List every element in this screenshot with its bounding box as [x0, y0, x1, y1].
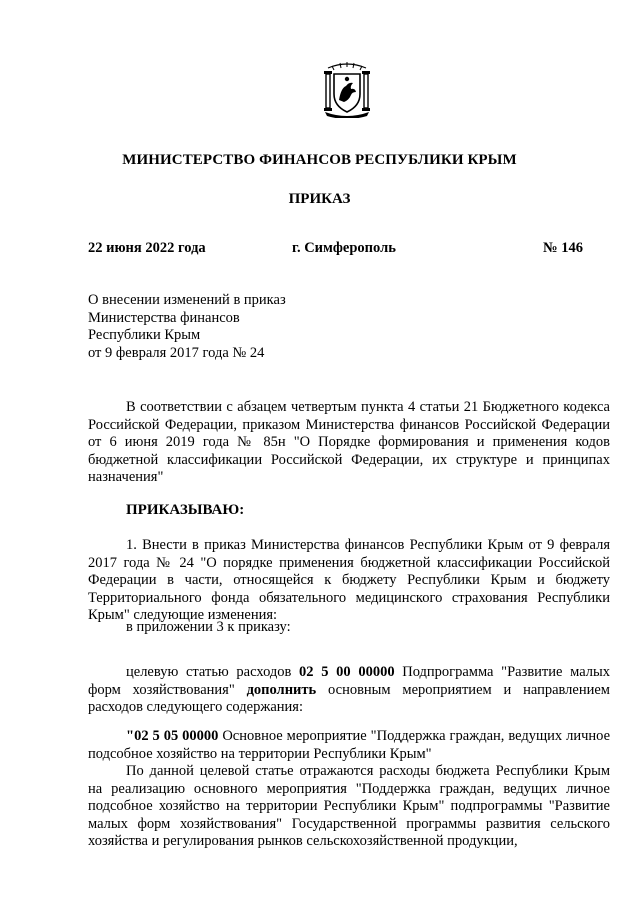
appendix-reference: в приложении 3 к приказу: [126, 619, 291, 635]
document-city: г. Симферополь [292, 240, 396, 256]
new-article-paragraph [88, 728, 610, 763]
crimea-coat-of-arms-icon [322, 62, 372, 118]
quote-mark: " [126, 728, 135, 744]
description-paragraph: По данной целевой статье отражаются расходы бюджета Республики Крым на реализацию основного мероприятия "Поддержка граждан, ведущих личное подсобное хозяйство на территории Республики Крым" подпрограммы "Развитие малых форм хозяйствования" Государственной программы развития сельского хозяйства и регулирования рынков сельскохозяйственной продукции, [88, 763, 610, 849]
subject-line: Республики Крым [88, 327, 201, 343]
document-type: ПРИКАЗ [288, 191, 351, 207]
amendment-paragraph [88, 664, 610, 717]
subject-line: от 9 февраля 2017 года № 24 [88, 344, 265, 361]
new-article-text: Основное мероприятие "Поддержка граждан, ведущих личное подсобное хозяйство на территории Республики Крым" [88, 728, 611, 762]
decree-heading: ПРИКАЗЫВАЮ: [126, 502, 245, 518]
preamble-paragraph: В соответствии с абзацем четвертым пункта 4 статьи 21 Бюджетного кодекса Российской Федерации, приказом Министерства финансов Российской Федерации от 6 июня 2019 года № 85н "О Порядке формирования и применения кодов бюджетной классификации Российской Федерации, их структуре и принципах назначения" [88, 399, 610, 485]
budget-code: 02 5 00 00000 [299, 664, 395, 680]
amendment-verb: дополнить [246, 681, 317, 698]
item-1-paragraph: 1. Внести в приказ Министерства финансов Республики Крым от 9 февраля 2017 года № 24 "О порядке применения бюджетной классификации Российской Федерации в части, относящейся к бюджету Республики Крым и бюджету Территориального фонда обязательного медицинского страхования Республики Крым" следующие изменения: [88, 537, 610, 623]
budget-code: 02 5 05 00000 [134, 728, 219, 744]
amendment-text: Подпрограмма "Развитие малых форм хозяйствования" [88, 664, 610, 698]
document-subject [88, 292, 388, 362]
subject-line: О внесении изменений в приказ [88, 292, 286, 308]
document-number: № 146 [543, 240, 583, 256]
subject-line: Министерства финансов [88, 309, 240, 326]
amendment-text: целевую статью расходов [126, 664, 300, 680]
ministry-title: МИНИСТЕРСТВО ФИНАНСОВ РЕСПУБЛИКИ КРЫМ [122, 152, 517, 168]
amendment-text: основным мероприятием и направлением расходов следующего содержания: [88, 681, 610, 715]
document-date: 22 июня 2022 года [88, 240, 206, 256]
